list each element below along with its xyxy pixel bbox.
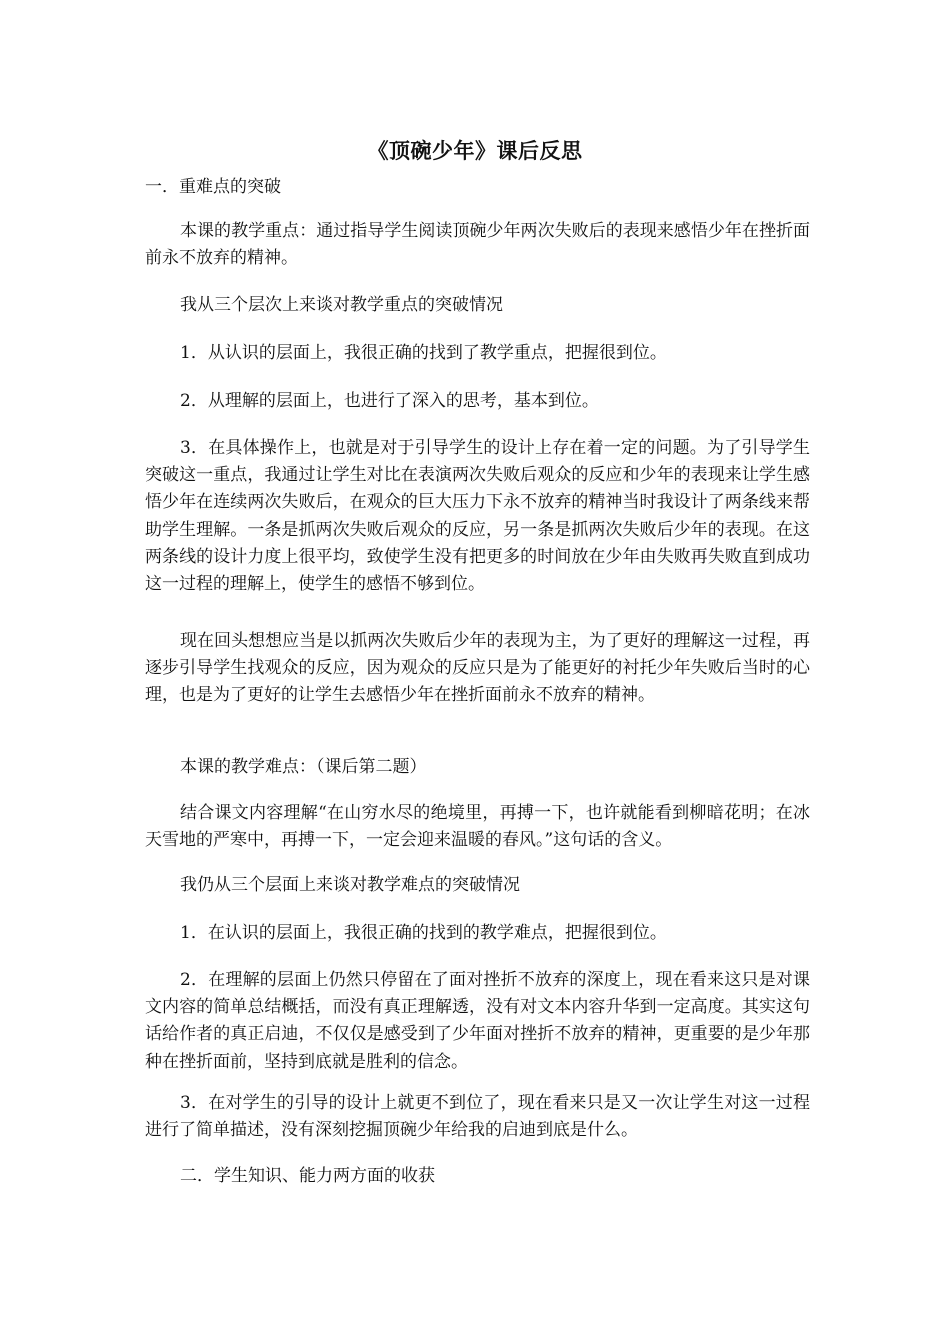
- paragraph: 本课的教学重点：通过指导学生阅读顶碗少年两次失败后的表现来感悟少年在挫折面前永不放弃的精神。: [145, 221, 810, 269]
- paragraph: 现在回头想想应当是以抓两次失败后少年的表现为主，为了更好的理解这一过程，再逐步引导学生找观众的反应，因为观众的反应只是为了能更好的衬托少年失败后当时的心理，也是为了更好的让学生去感悟少年在挫折面前永不放弃的精神。: [145, 631, 810, 706]
- section-heading: 二．学生知识、能力两方面的收获: [180, 1166, 435, 1186]
- paragraph: 我仍从三个层面上来谈对教学难点的突破情况: [180, 875, 520, 895]
- paragraph: 结合课文内容理解“在山穷水尽的绝境里，再搏一下，也许就能看到柳暗花明；在冰天雪地的严寒中，再搏一下，一定会迎来温暖的春风。”这句话的含义。: [145, 803, 810, 851]
- paragraph: 1．从认识的层面上，我很正确的找到了教学重点，把握很到位。: [180, 343, 667, 363]
- paragraph: 1．在认识的层面上，我很正确的找到的教学难点，把握很到位。: [180, 923, 667, 943]
- paragraph: 3．在具体操作上，也就是对于引导学生的设计上存在着一定的问题。为了引导学生突破这一重点，我通过让学生对比在表演两次失败后观众的反应和少年的表现来让学生感悟少年在连续两次失败后，在观众的巨大压力下永不放弃的精神当时我设计了两条线来帮助学生理解。一条是抓两次失败后观众的反应，另一条是抓两次失败后少年的表现。在这两条线的设计力度上很平均，致使学生没有把更多的时间放在少年由失败再失败直到成功这一过程的理解上，使学生的感悟不够到位。: [145, 438, 810, 595]
- document-title: 《顶碗少年》课后反思: [367, 138, 583, 163]
- paragraph: 2．在理解的层面上仍然只停留在了面对挫折不放弃的深度上，现在看来这只是对课文内容的简单总结概括，而没有真正理解透，没有对文本内容升华到一定高度。其实这句话给作者的真正启迪，不仅仅是感受到了少年面对挫折不放弃的精神，更重要的是少年那种在挫折面前，坚持到底就是胜利的信念。: [145, 970, 810, 1072]
- section-heading: 一．重难点的突破: [145, 177, 281, 197]
- paragraph: 2．从理解的层面上，也进行了深入的思考，基本到位。: [180, 391, 599, 411]
- paragraph: 我从三个层次上来谈对教学重点的突破情况: [180, 295, 503, 315]
- paragraph: 3．在对学生的引导的设计上就更不到位了，现在看来只是又一次让学生对这一过程进行了简单描述，没有深刻挖掘顶碗少年给我的启迪到底是什么。: [145, 1093, 810, 1141]
- paragraph: 本课的教学难点：（课后第二题）: [180, 757, 427, 777]
